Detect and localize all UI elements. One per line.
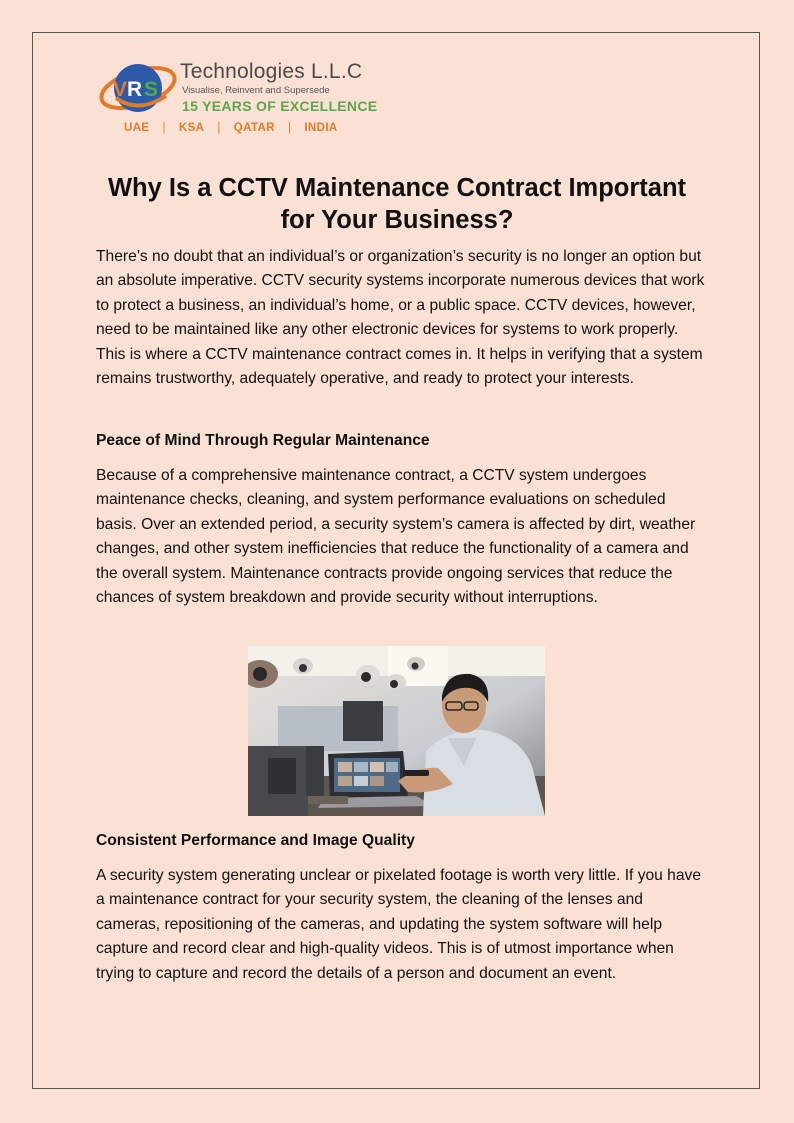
intro-paragraph: There’s no doubt that an individual’s or organization’s security is no longer an option but an absolute imperative. CCTV security systems incorporate numerous devices that work to protect a business, an individual’s home, or a public space. CCTV devices, however, need to be maintained like any other electronic devices for systems to work properly. This is where a CCTV maintenance contract comes in. It helps in verifying that a system remains trustworthy, adequately operative, and ready to protect your interests.: [96, 248, 705, 388]
region-list: UAE | KSA | QATAR | INDIA: [124, 122, 338, 134]
company-tagline: Visualise, Reinvent and Supersede: [182, 85, 330, 96]
vrs-logo-icon: [96, 58, 182, 122]
company-logo: [96, 58, 396, 142]
svg-text:V: V: [113, 78, 128, 101]
section-heading-maintenance: Peace of Mind Through Regular Maintenance: [96, 432, 430, 449]
section-body-maintenance: Because of a comprehensive maintenance contract, a CCTV system undergoes maintenance checks, cleaning, and system performance evaluations on scheduled basis. Over an extended period, a security system’s camera is affected by dirt, weather changes, and other system inefficiencies that reduce the functionality of a camera and the overall system. Maintenance contracts provide ongoing services that reduce the chances of system breakdown and provide security without interruptions.: [96, 467, 696, 607]
section-body-performance: A security system generating unclear or pixelated footage is worth very little. If you have a maintenance contract for your security system, the cleaning of the lenses and cameras, repositioning of the cameras, and updating the system software will help capture and record clear and high-quality videos. This is of utmost importance when trying to capture and record the details of a person and document an event.: [96, 867, 701, 982]
region-ksa: KSA: [178, 122, 205, 134]
region-uae: UAE: [124, 122, 150, 134]
company-name: Technologies L.L.C: [180, 60, 363, 83]
technician-cctv-photo: [248, 646, 545, 816]
region-qatar: QATAR: [233, 122, 275, 134]
technician-photo-illustration: [248, 646, 545, 816]
article-title: Why Is a CCTV Maintenance Contract Important for Your Business?: [107, 174, 687, 234]
svg-text:R: R: [127, 78, 143, 101]
svg-text:S: S: [144, 78, 159, 101]
years-badge: 15 YEARS OF EXCELLENCE: [182, 98, 378, 114]
section-heading-performance: Consistent Performance and Image Quality: [96, 832, 415, 849]
region-india: INDIA: [304, 122, 338, 134]
